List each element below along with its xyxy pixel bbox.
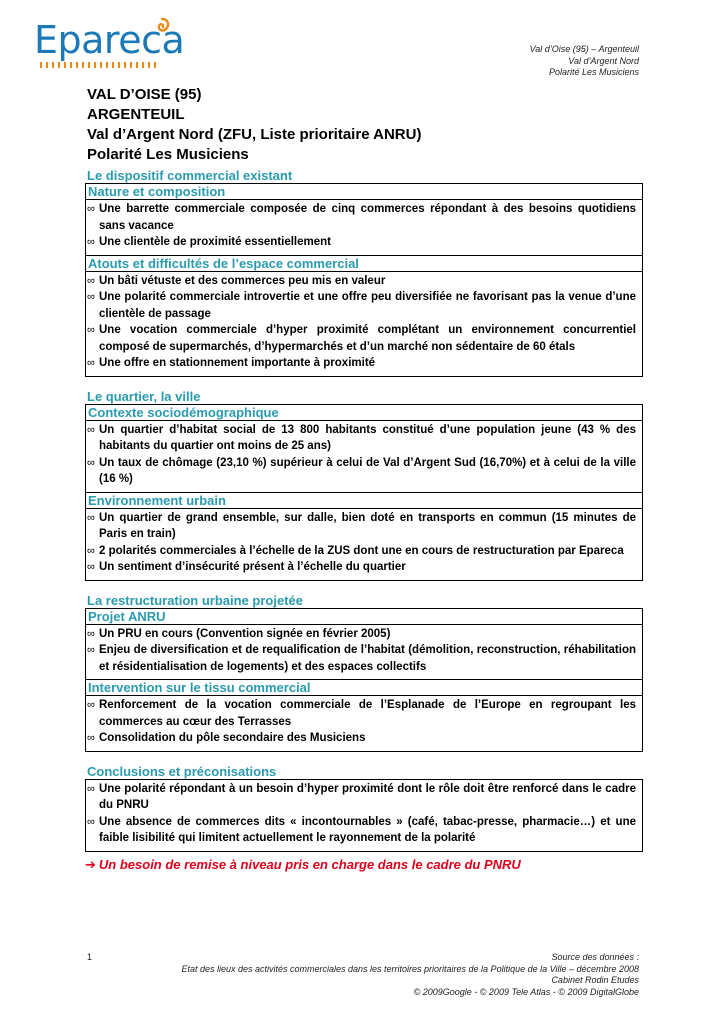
subsection-title: Projet ANRU [86,609,642,625]
section-box [85,404,643,581]
bullet-list [86,625,642,680]
list-item: ∞ Un quartier d’habitat social de 13 800 habitants constitué d’une population jeune (43 % des habitants du quartier ont moins de 25 ans) [87,422,636,455]
subsection-title: Atouts et difficultés de l’espace commercial [86,255,642,272]
bullet-list [86,509,642,580]
list-item: ∞ Une vocation commerciale d’hyper proximité complétant un environnement concurrentiel composé de supermarchés, d’hypermarchés et d’un marché non sédentaire de 60 étals [87,322,636,355]
header-line: Val d’Argent Nord [568,55,639,66]
section-title: Conclusions et préconisations [87,763,277,779]
bullet-list [86,200,642,255]
bullet-icon: ∞ [87,644,95,656]
list-item: ∞ Consolidation du pôle secondaire des Musiciens [87,730,636,747]
subsection-title: Environnement urbain [86,492,642,509]
page-header-info [530,44,639,79]
epareca-logo [34,14,185,70]
section-title: Le quartier, la ville [87,388,201,404]
footer-source-line: Cabinet Rodin Etudes [551,975,639,985]
document-title-block [87,85,647,165]
list-item: ∞ 2 polarités commerciales à l’échelle de la ZUS dont une en cours de restructuration par Epareca [87,543,636,560]
subsection-title: Contexte sociodémographique [86,405,642,421]
bullet-icon: ∞ [87,274,95,287]
conclusions-box [85,779,643,852]
bullet-list [86,272,642,376]
page-footer [87,952,639,998]
footer-source-line: Etat des lieux des activités commerciales dans les territoires prioritaires de la Politique de la Ville – décembre 2008 [181,963,639,974]
bullet-icon: ∞ [87,561,95,573]
list-item: ∞ Un bâti vétuste et des commerces peu mis en valeur [87,273,636,290]
title-city: ARGENTEUIL [87,106,185,123]
title-district: Val d’Argent Nord (ZFU, Liste prioritaire ANRU) [87,126,422,143]
list-item: ∞ Une polarité commerciale introvertie et une offre peu diversifiée ne favorisant pas la venue d’une clientèle de passage [87,289,636,322]
list-item: ∞ Une absence de commerces dits « incontournables » (café, tabac-presse, pharmacie…) et une faible lisibilité qui limitent actuellement le rayonnement de la polarité [87,814,636,847]
bullet-icon: ∞ [87,544,95,557]
bullet-icon: ∞ [87,699,95,711]
list-item: ∞ Une offre en stationnement importante à proximité [87,355,636,372]
list-item: ∞ Un PRU en cours (Convention signée en février 2005) [87,626,636,643]
header-line: Polarité Les Musiciens [548,67,639,77]
logo-swirl-icon [151,16,173,38]
list-item: ∞ Enjeu de diversification et de requalification de l’habitat (démolition, reconstruction, réhabilitation et résidentialisation de logements) et des espaces collectifs [87,642,636,675]
list-item: ∞ Une polarité répondant à un besoin d’hyper proximité dont le rôle doit être renforcé dans le cadre du PNRU [87,781,636,814]
footer-source-line: © 2009Google - © 2009 Tele Atlas - © 2009 DigitalGlobe [413,986,639,997]
final-recommendation [85,857,645,873]
header-line: Val d’Oise (95) – Argenteuil [529,44,639,54]
subsection-title: Intervention sur le tissu commercial [86,679,642,696]
subsection-title: Nature et composition [86,184,642,200]
title-polarity: Polarité Les Musiciens [87,146,249,163]
bullet-icon: ∞ [87,324,95,336]
list-item: ∞ Une barrette commerciale composée de cinq commerces répondant à des besoins quotidiens sans vacance [87,201,636,234]
final-recommendation-text: Un besoin de remise à niveau pris en charge dans le cadre du PNRU [98,856,521,872]
bullet-icon: ∞ [87,203,95,215]
bullet-list [86,421,642,492]
list-item: ∞ Renforcement de la vocation commerciale de l’Esplanade de l’Europe en regroupant les commerces au cœur des Terrasses [87,697,636,730]
list-item: ∞ Un sentiment d’insécurité présent à l’échelle du quartier [87,559,636,576]
page-number: 1 [87,952,93,962]
bullet-icon: ∞ [87,291,95,303]
bullet-icon: ∞ [87,423,95,436]
logo-dots-decoration [40,60,158,70]
bullet-list [86,780,642,851]
list-item: ∞ Un taux de chômage (23,10 %) supérieur à celui de Val d’Argent Sud (16,70%) et à celui de la ville (16 %) [87,455,636,488]
title-department: VAL D’OISE (95) [87,86,202,103]
bullet-icon: ∞ [87,236,95,248]
section-title: Le dispositif commercial existant [87,168,293,183]
document-body [85,168,645,873]
list-item: ∞ Un quartier de grand ensemble, sur dalle, bien doté en transports en commun (15 minutes de Paris en train) [87,510,636,543]
bullet-icon: ∞ [87,627,95,640]
bullet-icon: ∞ [87,456,95,469]
bullet-icon: ∞ [87,732,95,744]
bullet-icon: ∞ [87,782,95,795]
list-item: ∞ Une clientèle de proximité essentiellement [87,234,636,251]
section-title: La restructuration urbaine projetée [87,592,303,608]
bullet-icon: ∞ [87,511,95,524]
bullet-list [86,696,642,751]
section-box [85,608,643,752]
arrow-right-icon: ➔ [85,856,96,872]
bullet-icon: ∞ [87,357,95,369]
logo-wordmark: Epareca [34,18,185,62]
bullet-icon: ∞ [87,815,95,828]
footer-source-line: Source des données : [551,952,639,962]
section-box [85,183,643,377]
